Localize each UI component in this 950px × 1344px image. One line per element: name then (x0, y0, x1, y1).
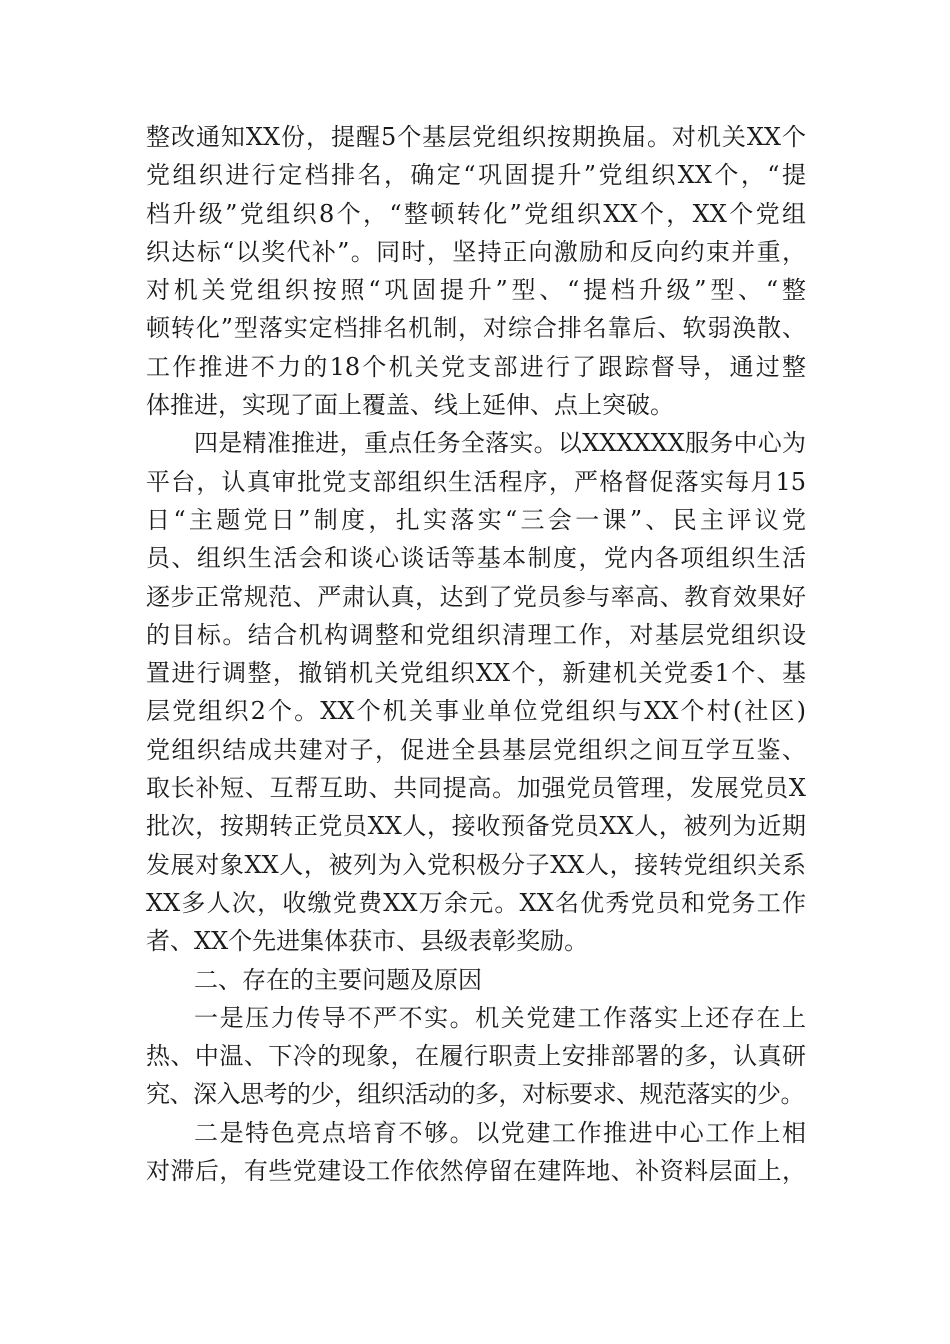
text-line: 者、XX个先进集体获市、县级表彰奖励。 (146, 927, 589, 956)
text-line: 置进行调整，撤销机关党组织XX个，新建机关党委1个、基 (146, 659, 806, 688)
text-line: 党组织结成共建对子，促进全县基层党组织之间互学互鉴、 (146, 735, 806, 764)
text-line: 档升级”党组织8个，“整顿转化”党组织XX个，XX个党组 (146, 199, 806, 228)
text-line: 党组织进行定档排名，确定“巩固提升”党组织XX个，“提 (146, 161, 806, 190)
section-heading (146, 961, 806, 999)
text-line: 层党组织2个。XX个机关事业单位党组织与XX个村(社区) (146, 697, 806, 726)
text-line: 批次，按期转正党员XX人，接收预备党员XX人，被列为近期 (146, 812, 806, 841)
text-line: 发展对象XX人，被列为入党积极分子XX人，接转党组织关系 (146, 850, 806, 879)
document-body (146, 118, 806, 1190)
text-line: 工作推进不力的18个机关党支部进行了跟踪督导，通过整 (146, 352, 806, 381)
text-line: 逐步正常规范、严肃认真，达到了党员参与率高、教育效果好 (146, 582, 806, 611)
paragraph-4 (146, 1114, 806, 1191)
text-line: 顿转化”型落实定档排名机制，对综合排名靠后、软弱涣散、 (146, 314, 806, 343)
paragraph-1 (146, 118, 806, 424)
text-line: 二是特色亮点培育不够。以党建工作推进中心工作上相 (194, 1118, 806, 1147)
text-line: 整改通知XX份，提醒5个基层党组织按期换届。对机关XX个 (146, 123, 806, 151)
text-line: 体推进，实现了面上覆盖、线上延伸、点上突破。 (146, 391, 674, 420)
text-line: 取长补短、互帮互助、共同提高。加强党员管理，发展党员X (146, 774, 806, 803)
text-line: 究、深入思考的少，组织活动的多，对标要求、规范落实的少。 (146, 1080, 804, 1109)
text-line: 对滞后，有些党建设工作依然停留在建阵地、补资料层面上， (146, 1157, 806, 1186)
paragraph-3 (146, 999, 806, 1114)
text-line: 的目标。结合机构调整和党组织清理工作，对基层党组织设 (146, 620, 806, 649)
text-line: 织达标“以奖代补”。同时，坚持正向激励和反向约束并重， (146, 237, 806, 266)
text-line: 热、中温、下冷的现象，在履行职责上安排部署的多，认真研 (146, 1042, 806, 1071)
text-line: 对机关党组织按照“巩固提升”型、“提档升级”型、“整 (146, 276, 806, 305)
heading-text: 二、存在的主要问题及原因 (194, 965, 482, 994)
text-line: 平台，认真审批党支部组织生活程序，严格督促落实每月15 (146, 467, 806, 496)
text-line: 员、组织生活会和谈心谈话等基本制度，党内各项组织生活 (146, 544, 806, 573)
text-line: 一是压力传导不严不实。机关党建工作落实上还存在上 (194, 1003, 806, 1032)
text-line: 日“主题党日”制度，扎实落实“三会一课”、民主评议党 (146, 505, 806, 534)
text-line: 四是精准推进，重点任务全落实。以XXXXXX服务中心为 (194, 429, 806, 458)
paragraph-2 (146, 424, 806, 960)
text-line: XX多人次，收缴党费XX万余元。XX名优秀党员和党务工作 (146, 888, 806, 917)
